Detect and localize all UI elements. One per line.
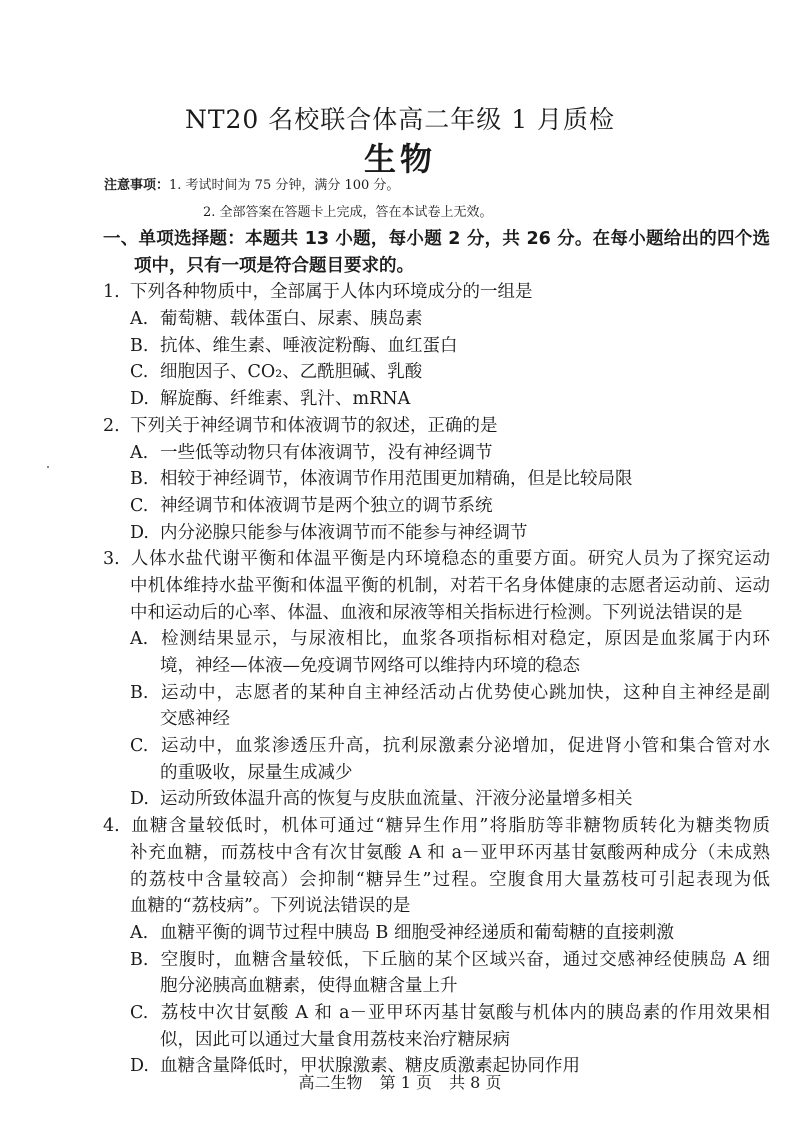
question-number: 2. <box>103 415 120 436</box>
option-text: 血糖平衡的调节过程中胰岛 B 细胞受神经递质和葡萄糖的直接刺激 <box>160 922 674 943</box>
question-stem: 补充血糖，而荔枝中含有次甘氨酸 A 和 a－亚甲环丙基甘氨酸两种成分（未成熟 <box>130 842 770 863</box>
question-1 <box>103 279 770 306</box>
option-label: B. <box>130 469 149 490</box>
page-footer <box>0 1070 800 1093</box>
option-d <box>103 386 770 413</box>
section-heading: 一、单项选择题：本题共 13 小题，每小题 2 分，共 26 分。在每小题给出的四个选 <box>103 229 770 249</box>
option-label: B. <box>130 682 149 703</box>
option-a <box>103 306 770 333</box>
option-text: 境，神经—体液—免疫调节网络可以维持内环境的稳态 <box>160 656 580 676</box>
question-stem: 血糖含量较低时，机体可通过“糖异生作用”将脂肪等非糖物质转化为糖类物质 <box>130 816 770 837</box>
option-label: D. <box>130 522 149 543</box>
option-text: 血糖含量降低时，甲状腺激素、糖皮质激素起协同作用 <box>160 1056 580 1077</box>
option-label: C. <box>130 495 149 516</box>
option-label: A. <box>130 629 149 650</box>
option-a <box>103 440 770 467</box>
option-a <box>103 626 770 653</box>
option-text: 解旋酶、纤维素、乳汁、mRNA <box>160 389 411 410</box>
option-label: D. <box>130 1056 149 1077</box>
option-text: 检测结果显示，与尿液相比，血浆各项指标相对稳定，原因是血浆属于内环 <box>160 629 770 650</box>
section-heading: 项中，只有一项是符合题目要求的。 <box>134 255 414 276</box>
question-number: 3. <box>103 549 120 570</box>
option-d <box>103 520 770 547</box>
option-text: 神经调节和体液调节是两个独立的调节系统 <box>160 495 493 516</box>
option-text: 的重吸收，尿量生成减少 <box>160 762 353 783</box>
notes-label: 注意事项： <box>104 178 170 193</box>
exam-title: NT20 名校联合体高二年级 1 月质检 <box>184 105 616 134</box>
option-label: A. <box>130 309 149 330</box>
footer-course: 高二生物 <box>298 1073 363 1092</box>
option-text: 运动所致体温升高的恢复与皮肤血流量、汗液分泌量增多相关 <box>160 789 633 810</box>
question-stem: 的荔枝中含量较高）会抑制“糖异生”过程。空腹食用大量荔枝可引起表现为低 <box>130 869 770 890</box>
option-text: 细胞因子、CO₂、乙酰胆碱、乳酸 <box>160 362 423 383</box>
option-c <box>103 1000 770 1027</box>
option-label: B. <box>130 949 149 970</box>
question-3 <box>103 546 770 573</box>
footer-page-number: 第 1 页 <box>379 1073 432 1092</box>
question-stem: 人体水盐代谢平衡和体温平衡是内环境稳态的重要方面。研究人员为了探究运动 <box>130 549 770 570</box>
option-label: C. <box>130 736 149 757</box>
question-stem: 下列关于神经调节和体液调节的叙述，正确的是 <box>130 415 498 436</box>
footer-total-pages: 共 8 页 <box>449 1073 502 1092</box>
option-text: 葡萄糖、载体蛋白、尿素、胰岛素 <box>160 309 423 330</box>
option-text: 相较于神经调节，体液调节作用范围更加精确，但是比较局限 <box>160 469 633 490</box>
exam-body <box>103 226 770 1080</box>
option-d <box>103 786 770 813</box>
option-b <box>103 680 770 707</box>
question-2 <box>103 413 770 440</box>
note-item: 1. 考试时间为 75 分钟，满分 100 分。 <box>169 178 400 193</box>
scan-speck <box>47 466 49 468</box>
subject-title: 生物 <box>363 140 436 178</box>
question-number: 4. <box>103 816 120 837</box>
option-label: B. <box>130 335 149 356</box>
option-c <box>103 493 770 520</box>
option-text: 荔枝中次甘氨酸 A 和 a－亚甲环丙基甘氨酸与机体内的胰岛素的作用效果相 <box>160 1002 770 1023</box>
option-text: 似，因此可以通过大量食用荔枝来治疗糖尿病 <box>160 1029 510 1050</box>
option-b <box>103 947 770 974</box>
option-c <box>103 359 770 386</box>
question-stem: 中和运动后的心率、体温、血液和尿液等相关指标进行检测。下列说法错误的是 <box>130 602 743 623</box>
option-a <box>103 920 770 947</box>
option-text: 内分泌腺只能参与体液调节而不能参与神经调节 <box>160 522 528 543</box>
question-4 <box>103 813 770 840</box>
option-text: 空腹时，血糖含量较低，下丘脑的某个区域兴奋，通过交感神经使胰岛 A 细 <box>160 949 770 970</box>
option-text: 运动中，血浆渗透压升高，抗利尿激素分泌增加，促进肾小管和集合管对水 <box>160 736 770 757</box>
option-c <box>103 733 770 760</box>
exam-notes <box>104 176 493 230</box>
option-text: 一些低等动物只有体液调节，没有神经调节 <box>160 442 493 463</box>
option-label: C. <box>130 362 149 383</box>
question-stem: 中机体维持水盐平衡和体温平衡的机制，对若干名身体健康的志愿者运动前、运动 <box>130 575 770 596</box>
option-b <box>103 333 770 360</box>
option-text: 运动中，志愿者的某种自主神经活动占优势使心跳加快，这种自主神经是副 <box>160 682 770 703</box>
option-label: D. <box>130 789 149 810</box>
option-b <box>103 466 770 493</box>
option-label: A. <box>130 442 149 463</box>
question-stem: 下列各种物质中，全部属于人体内环境成分的一组是 <box>130 282 533 303</box>
note-item: 2. 全部答案在答题卡上完成，答在本试卷上无效。 <box>203 205 493 220</box>
question-stem: 血糖的“荔枝病”。下列说法错误的是 <box>130 896 411 917</box>
option-label: C. <box>130 1002 149 1023</box>
option-text: 胞分泌胰高血糖素，使得血糖含量上升 <box>160 976 458 997</box>
option-text: 交感神经 <box>160 709 230 730</box>
option-label: A. <box>130 922 149 943</box>
option-text: 抗体、维生素、唾液淀粉酶、血红蛋白 <box>160 335 458 356</box>
option-label: D. <box>130 389 149 410</box>
question-number: 1. <box>103 282 120 303</box>
